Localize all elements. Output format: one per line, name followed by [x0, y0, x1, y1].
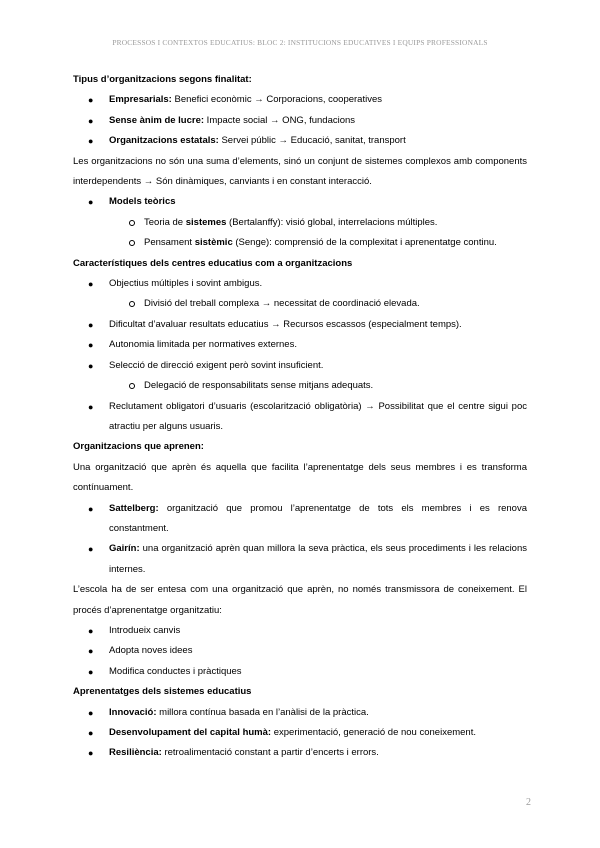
bullet-icon: ● [88, 707, 94, 718]
bullet-icon: ● [88, 503, 94, 514]
list-item: ● Resiliència: retroalimentació constant a partir d’encerts i errors. [73, 743, 527, 763]
list-item: ● Sattelberg: organització que promou l’aprenentatge de tots els membres i es renova constantment. [73, 499, 527, 540]
list-item: Delegació de responsabilitats sense mitjans adequats. [73, 376, 527, 396]
bullet-icon: ● [88, 115, 94, 126]
list-item: ● Innovació: millora contínua basada en l’anàlisi de la pràctica. [73, 703, 527, 723]
list-item: Pensament sistèmic (Senge): comprensió de la complexitat i aprenentatge continu. [73, 233, 527, 253]
running-header: PROCESSOS I CONTEXTOS EDUCATIUS: BLOC 2: INSTITUCIONS EDUCATIVES I EQUIPS PROFESSIONALS [112, 38, 488, 47]
page-number: 2 [526, 797, 531, 808]
list-item: Teoria de sistemes (Bertalanffy): visió global, interrelacions múltiples. [73, 213, 527, 233]
bullet-icon: ● [88, 748, 94, 759]
list-process [73, 621, 527, 682]
list-item: ● Objectius múltiples i sovint ambigus. [73, 274, 527, 294]
paragraph-sistemes: Les organitzacions no són una suma d’elements, sinó un conjunt de sistemes complexos amb components interdependents → Són dinàmiques, canviants i en constant interacció. [73, 155, 527, 188]
list-models-sub [73, 213, 527, 254]
bullet-icon: ● [88, 544, 94, 555]
heading-caracteristiques: Característiques dels centres educatius com a organitzacions [73, 257, 353, 269]
list-item: ● Autonomia limitada per normatives externes. [73, 335, 527, 355]
list-aprenentatges [73, 703, 527, 764]
bullet-icon: ● [88, 625, 94, 636]
list-item: ● Adopta noves idees [73, 641, 527, 661]
paragraph-aprenen: Una organització que aprèn és aquella que facilita l’aprenentatge dels seus membres i es transforma contínuament. [73, 461, 527, 494]
circle-bullet-icon [129, 383, 135, 389]
heading-aprenen: Organitzacions que aprenen: [73, 441, 204, 453]
circle-bullet-icon [129, 240, 135, 246]
list-finalitat [73, 90, 527, 151]
list-item: ● Dificultat d’avaluar resultats educatius → Recursos escassos (especialment temps). [73, 315, 527, 335]
bullet-icon: ● [88, 197, 94, 208]
bullet-icon: ● [88, 340, 94, 351]
list-item: Divisió del treball complexa → necessitat de coordinació elevada. [73, 294, 527, 314]
document-body [73, 70, 527, 764]
heading-finalitat: Tipus d’organitzacions segons finalitat: [73, 74, 252, 85]
bullet-icon: ● [88, 95, 94, 106]
list-item: ● Models teòrics [73, 192, 527, 212]
list-item: ● Selecció de direcció exigent però sovint insuficient. [73, 356, 527, 376]
bullet-icon: ● [88, 136, 94, 147]
list-caracteristiques-2 [73, 315, 527, 376]
heading-aprenentatges: Aprenentatges dels sistemes educatius [73, 686, 252, 698]
circle-bullet-icon [129, 301, 135, 307]
list-item: ● Desenvolupament del capital humà: experimentació, generació de nou coneixement. [73, 723, 527, 743]
bullet-icon: ● [88, 319, 94, 330]
list-authors [73, 499, 527, 581]
list-item: ● Organitzacions estatals: Servei públic → Educació, sanitat, transport [73, 131, 527, 151]
bullet-icon: ● [88, 646, 94, 657]
bullet-icon: ● [88, 728, 94, 738]
list-models [73, 192, 527, 212]
list-item: ● Modifica conductes i pràctiques [73, 662, 527, 682]
bullet-icon: ● [88, 279, 94, 290]
list-caracteristiques-3 [73, 397, 527, 438]
list-item: ● Introdueix canvis [73, 621, 527, 641]
list-caracteristiques-4-sub [73, 376, 527, 396]
bullet-icon: ● [88, 401, 94, 412]
circle-bullet-icon [129, 220, 135, 226]
list-caracteristiques-1-sub [73, 294, 527, 314]
bullet-icon: ● [88, 666, 94, 677]
list-item: ● Sense ànim de lucre: Impacte social → ONG, fundacions [73, 111, 527, 131]
list-item: ● Empresarials: Benefici econòmic → Corporacions, cooperatives [73, 90, 527, 110]
bullet-icon: ● [88, 360, 94, 371]
paragraph-escola: L’escola ha de ser entesa com una organització que aprèn, no només transmissora de coneixement. El procés d’aprenentatge organitzatiu: [73, 584, 527, 616]
list-item: ● Reclutament obligatori d’usuaris (escolarització obligatòria) → Possibilitat que el centre sigui poc atractiu per alguns usuaris. [73, 397, 527, 438]
list-caracteristiques-1 [73, 274, 527, 294]
list-item: ● Gairín: una organització aprèn quan millora la seva pràctica, els seus procediments i les relacions internes. [73, 539, 527, 580]
